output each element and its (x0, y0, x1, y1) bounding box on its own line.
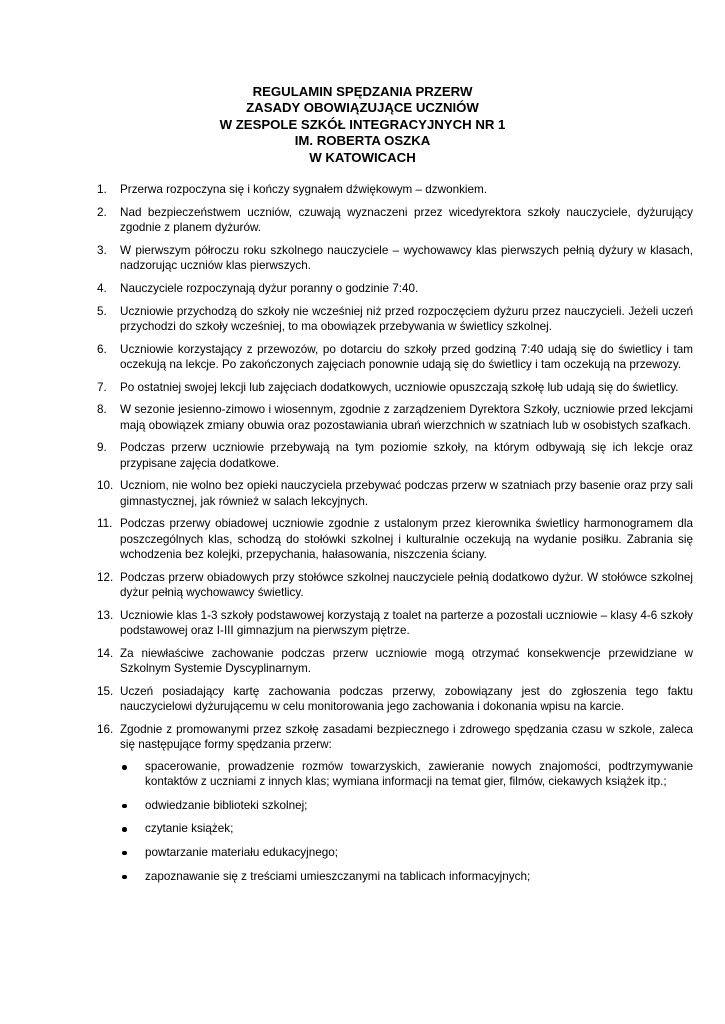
rule-number: 14. (97, 646, 114, 660)
rule-number: 12. (97, 570, 114, 584)
rule-item (0, 684, 725, 714)
bullet-item (120, 869, 693, 884)
rule-text: Nauczyciele rozpoczynają dyżur poranny o godzinie 7:40. (120, 281, 419, 295)
rule-number: 2. (97, 205, 107, 219)
bullet-icon (122, 875, 127, 880)
rule-item (0, 402, 725, 432)
rule-number: 13. (97, 608, 114, 622)
rule-item (0, 516, 725, 562)
rule-item (0, 440, 725, 470)
rule-item (0, 342, 725, 372)
rule-item (0, 646, 725, 676)
title-line: IM. ROBERTA OSZKA (294, 133, 431, 149)
rule-number: 10. (97, 479, 114, 493)
rules-list (0, 182, 725, 892)
recommended-activities-list (120, 759, 693, 884)
rule-text: Uczeń posiadający kartę zachowania podczas przerwy, zobowiązany jest do zgłoszenia tego faktu nauczycielowi dyżurującemu w celu monitorowania jego zachowania i dokonania wpisu na karcie. (120, 684, 693, 713)
bullet-item (120, 798, 693, 813)
rule-text: Uczniowie klas 1-3 szkoły podstawowej korzystają z toalet na parterze a pozostali uczniowie – klasy 4-6 szkoły podstawowej oraz I-III gimnazjum na pierwszym piętrze. (120, 608, 693, 637)
rule-text-intro: Zgodnie z promowanymi przez szkołę zasadami bezpiecznego i zdrowego spędzania czasu w szkole, zaleca się następujące formy spędzania przerw: (120, 722, 693, 751)
rule-text: Uczniowie przychodzą do szkoły nie wcześniej niż przed rozpoczęciem dyżuru przez nauczycieli. Jeżeli uczeń przychodzi do szkoły wcześniej, to ma obowiązek przebywania w świetlicy szkolnej. (120, 304, 693, 333)
title-line: REGULAMIN SPĘDZANIA PRZERW (252, 84, 473, 99)
rule-text: Podczas przerw obiadowych przy stołówce szkolnej nauczyciele pełnią dodatkowo dyżur. W stołówce szkolnej dyżur pełnią wychowawcy świetlicy. (120, 570, 693, 599)
rule-text: Po ostatniej swojej lekcji lub zajęciach dodatkowych, uczniowie opuszczają szkołę lub udają się do świetlicy. (120, 380, 679, 394)
bullet-text: czytanie książek; (145, 822, 234, 836)
rule-number: 16. (97, 722, 114, 736)
rule-item (0, 182, 725, 197)
rule-text: Za niewłaściwe zachowanie podczas przerw uczniowie mogą otrzymać konsekwencje przewidziane w Szkolnym Systemie Dyscyplinarnym. (120, 646, 693, 675)
rule-text: W pierwszym półroczu roku szkolnego nauczyciele – wychowawcy klas pierwszych pełnią dyżury w klasach, nadzorując uczniów klas pierwszych. (120, 243, 693, 272)
rule-number: 9. (97, 441, 107, 455)
bullet-item (120, 759, 693, 789)
rule-text: Uczniom, nie wolno bez opieki nauczyciela przebywać podczas przerw w szatniach przy basenie oraz przy sali gimnastycznej, jak również w salach lekcyjnych. (120, 479, 693, 508)
rule-text: Podczas przerw uczniowie przebywają na tym poziomie szkoły, na którym odbywają się ich lekcje oraz przypisane zajęcia dodatkowe. (120, 441, 693, 470)
rule-number: 11. (97, 517, 113, 531)
bullet-icon (122, 804, 127, 809)
rule-item (0, 570, 725, 600)
bullet-text: powtarzanie materiału edukacyjnego; (145, 845, 338, 859)
rule-item (0, 478, 725, 508)
bullet-text: zapoznawanie się z treściami umieszczanymi na tablicach informacyjnych; (145, 869, 531, 883)
rule-item (0, 304, 725, 334)
title-line: ZASADY OBOWIĄZUJĄCE UCZNIÓW (246, 100, 479, 116)
rule-text: Uczniowie korzystający z przewozów, po dotarciu do szkoły przed godziną 7:40 udają się do świetlicy i tam oczekują na lekcje. Po zakończonych zajęciach ponownie udają się do świetlicy i tam oczekują na przewozy. (120, 342, 693, 371)
rule-item (0, 281, 725, 296)
title-line: W ZESPOLE SZKÓŁ INTEGRACYJNYCH NR 1 (219, 116, 506, 132)
bullet-icon (122, 827, 127, 832)
bullet-text: odwiedzanie biblioteki szkolnej; (145, 798, 308, 812)
title-line: W KATOWICACH (309, 149, 416, 165)
rule-number: 8. (97, 403, 107, 417)
rule-item (0, 722, 725, 884)
rule-number: 4. (97, 281, 107, 295)
rule-text: Podczas przerwy obiadowej uczniowie zgodnie z ustalonym przez kierownika świetlicy harmonogramem dla poszczególnych klas, schodzą do stołówki szkolnej i kulturalnie oczekują na wydanie posiłku. Zabrania się wchodzenia bez kolejki, przepychania, hałasowania, niszczenia ściany. (120, 517, 693, 561)
rule-text: Przerwa rozpoczyna się i kończy sygnałem dźwiękowym – dzwonkiem. (120, 183, 487, 196)
rule-text (120, 722, 693, 884)
rule-item (0, 243, 725, 273)
rule-item (0, 608, 725, 638)
rule-item (0, 205, 725, 235)
rule-number: 5. (97, 304, 107, 318)
rule-text: W sezonie jesienno-zimowo i wiosennym, zgodnie z zarządzeniem Dyrektora Szkoły, uczniowie przed lekcjami mają obowiązek zmiany obuwia oraz pozostawiania ubrań wierzchnich w szatniach lub w osobistych szafkach. (120, 403, 693, 432)
rule-number: 15. (97, 684, 114, 698)
bullet-item (120, 821, 693, 836)
rule-text: Nad bezpieczeństwem uczniów, czuwają wyznaczeni przez wicedyrektora szkoły nauczyciele, dyżurujący zgodnie z planem dyżurów. (120, 205, 693, 234)
rule-number: 6. (97, 342, 107, 356)
rule-number: 7. (97, 380, 107, 394)
rule-item (0, 380, 725, 395)
rule-number: 3. (97, 243, 107, 257)
document-title (0, 84, 725, 166)
bullet-icon (122, 851, 127, 856)
bullet-item (120, 845, 693, 860)
bullet-text: spacerowanie, prowadzenie rozmów towarzyskich, zawieranie nowych znajomości, podtrzymywanie kontaktów z uczniami z innych klas; wymiana informacji na temat gier, filmów, ciekawych książek itp.; (145, 760, 693, 789)
rule-number: 1. (97, 183, 107, 196)
bullet-icon (122, 765, 127, 770)
